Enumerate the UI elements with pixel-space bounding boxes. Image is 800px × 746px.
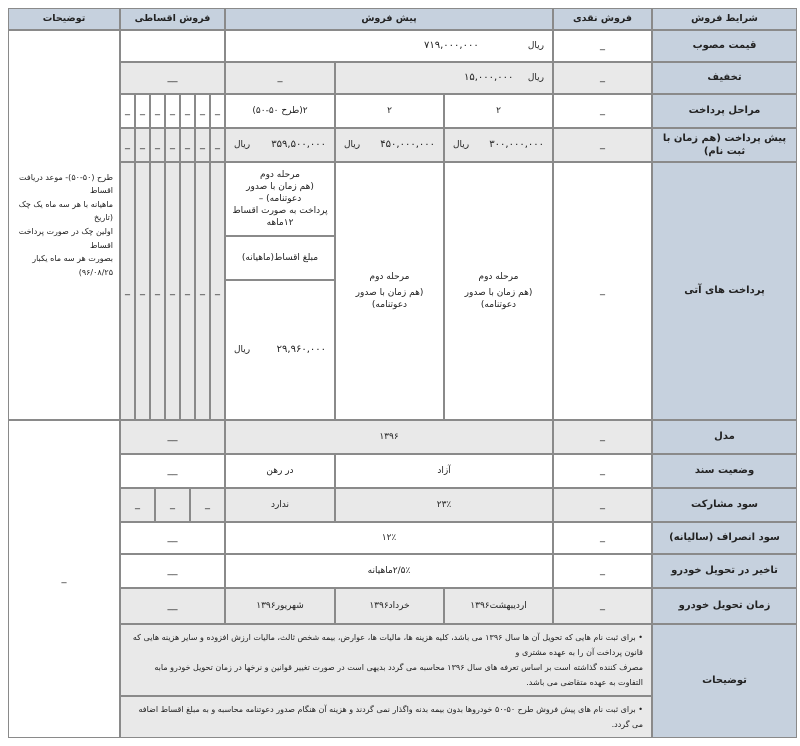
header-cash-sale: فروش نقدی <box>553 8 652 30</box>
header-extra-sale: فروش اقساطی <box>120 8 225 30</box>
side-description <box>8 30 120 420</box>
notes-paragraph-2 <box>120 696 652 738</box>
payment-stages-extra: _ <box>150 94 165 128</box>
future-payments-extra: _ <box>195 162 210 420</box>
future-plan1-note: (هم زمان با صدور دعوتنامه) <box>464 287 533 311</box>
approved-price-amount: ۷۱۹,۰۰۰,۰۰۰ <box>424 40 479 52</box>
header-presale: پیش فروش <box>225 8 553 30</box>
notes-line: • برای ثبت نام های پیش فروش طرح ۵۰-۵۰ خودروها بدون بیمه بدنه واگذار نمی گردند و هزینه آن هنگام صدور دعوتنامه محاسبه و به مبلغ اقساط اضافه می گردد. <box>138 704 643 729</box>
row-label-approved-price: قیمت مصوب <box>652 30 797 62</box>
installment-amount: ۲۹,۹۶۰,۰۰۰ <box>276 344 326 356</box>
row-label-notes: توضیحات <box>652 624 797 738</box>
prepayment-plan3-unit: ریال <box>234 139 251 150</box>
delivery-time-plan2: خرداد۱۳۹۶ <box>335 588 444 624</box>
prepayment-extra: _ <box>195 128 210 162</box>
prepayment-plan2-amount: ۴۵۰,۰۰۰,۰۰۰ <box>380 139 435 151</box>
future-payments-extra: _ <box>180 162 195 420</box>
payment-stages-plan3: ۲(طرح ۵۰-۵۰) <box>225 94 335 128</box>
prepayment-plan2-unit: ریال <box>344 139 361 150</box>
document-status-free: آزاد <box>335 454 553 488</box>
prepayment-plan1-amount: ۳۰۰,۰۰۰,۰۰۰ <box>489 139 544 151</box>
approved-price-cash: _ <box>553 30 652 62</box>
delivery-delay-presale: ۲/۵٪ماهیانه <box>225 554 553 588</box>
prepayment-plan3-amount: ۳۵۹,۵۰۰,۰۰۰ <box>271 139 326 151</box>
row-label-document-status: وضعیت سند <box>652 454 797 488</box>
delivery-time-plan3: شهریور۱۳۹۶ <box>225 588 335 624</box>
row-label-delivery-delay: تاخیر در تحویل خودرو <box>652 554 797 588</box>
discount-cash: _ <box>553 62 652 94</box>
side-description-line: اولین چک در صورت پرداخت اقساط <box>18 227 113 250</box>
partnership-profit-none: ندارد <box>225 488 335 522</box>
future-payments-extra: _ <box>120 162 135 420</box>
delivery-time-cash: _ <box>553 588 652 624</box>
side-description-line: طرح (۵۰-۵۰)- موعد دریافت اقساط <box>19 172 113 196</box>
side-description-line: ماهیانه با هر سه ماه یک چک (تاریخ <box>18 199 113 223</box>
row-label-payment-stages: مراحل پرداخت <box>652 94 797 128</box>
discount-amount: ۱۵,۰۰۰,۰۰۰ <box>464 72 514 84</box>
cancellation-profit-extra: __ <box>120 522 225 554</box>
row-label-model: مدل <box>652 420 797 454</box>
prepayment-plan1-unit: ریال <box>453 139 470 150</box>
prepayment-extra: _ <box>180 128 195 162</box>
partnership-profit-extra: _ <box>190 488 225 522</box>
future-plan2-title: مرحله دوم <box>369 271 410 282</box>
payment-stages-extra: _ <box>195 94 210 128</box>
future-payments-plan3-installment-amount <box>225 280 335 420</box>
row-label-prepayment: پیش پرداخت (هم زمان با ثبت نام) <box>652 128 797 162</box>
future-payments-cash: _ <box>553 162 652 420</box>
future-plan2-note: (هم زمان با صدور دعوتنامه) <box>355 287 424 311</box>
document-status-cash: _ <box>553 454 652 488</box>
payment-stages-cash: _ <box>553 94 652 128</box>
prepayment-plan1 <box>444 128 553 162</box>
payment-stages-extra: _ <box>120 94 135 128</box>
payment-stages-extra: _ <box>165 94 180 128</box>
model-cash: _ <box>553 420 652 454</box>
document-status-extra: __ <box>120 454 225 488</box>
installment-unit: ریال <box>234 344 251 355</box>
delivery-time-extra: __ <box>120 588 225 624</box>
future-payments-plan1 <box>444 162 553 420</box>
prepayment-plan3 <box>225 128 335 162</box>
partnership-profit-cash: _ <box>553 488 652 522</box>
delivery-delay-extra: __ <box>120 554 225 588</box>
prepayment-extra: _ <box>135 128 150 162</box>
partnership-profit-extra: _ <box>155 488 190 522</box>
header-description: توضیحات <box>8 8 120 30</box>
payment-stages-extra: _ <box>180 94 195 128</box>
discount-unit: ریال <box>527 72 544 83</box>
notes-line: مصرف کننده گذاشته است بر اساس تعرفه های سال ۱۳۹۶ محاسبه می گردد بدیهی است در صورت تغییر قوانین و نرخها در زمان تحویل خودرو مابه التفاوت به عهده متقاضی می باشد. <box>154 663 643 688</box>
row-label-partnership-profit: سود مشارکت <box>652 488 797 522</box>
approved-price-presale <box>225 30 553 62</box>
notes-line: • برای ثبت نام هایی که تحویل آن ها سال ۱۳۹۶ می باشد، کلیه هزینه ها، مالیات ها، عوارض، بیمه شخص ثالث، مالیات ارزش افزوده و سایر هزینه هایی که قانون پرداخت آن را به عهده مشتری و <box>132 632 643 657</box>
row-label-cancellation-profit: سود انصراف (سالیانه) <box>652 522 797 554</box>
row-label-discount: تخفیف <box>652 62 797 94</box>
row-label-delivery-time: زمان تحویل خودرو <box>652 588 797 624</box>
prepayment-extra: _ <box>120 128 135 162</box>
prepayment-plan2 <box>335 128 444 162</box>
payment-stages-extra: _ <box>135 94 150 128</box>
payment-stages-plan2: ۲ <box>335 94 444 128</box>
payment-stages-extra: _ <box>210 94 225 128</box>
prepayment-cash: _ <box>553 128 652 162</box>
future-payments-extra: _ <box>150 162 165 420</box>
prepayment-extra: _ <box>210 128 225 162</box>
future-payments-plan3-installment-label: مبلغ اقساط(ماهیانه) <box>225 236 335 280</box>
future-plan3-title: مرحله دوم <box>260 169 300 180</box>
header-conditions: شرایط فروش <box>652 8 797 30</box>
discount-presale-plan3: _ <box>225 62 335 94</box>
prepayment-extra: _ <box>150 128 165 162</box>
model-presale: ۱۳۹۶ <box>225 420 553 454</box>
side-description-line: بصورت هر سه ماه یکبار ۹۶/۰۸/۲۵) <box>32 254 113 277</box>
cancellation-profit-cash: _ <box>553 522 652 554</box>
future-plan3-note: (هم زمان با صدور دعوتنامه) – <box>246 181 314 204</box>
partnership-profit-extra: _ <box>120 488 155 522</box>
prepayment-extra: _ <box>165 128 180 162</box>
notes-paragraph-1 <box>120 624 652 696</box>
future-payments-extra: _ <box>165 162 180 420</box>
future-payments-plan2 <box>335 162 444 420</box>
future-payments-plan3-terms <box>225 162 335 236</box>
discount-extra: __ <box>120 62 225 94</box>
row-label-future-payments: پرداخت های آتی <box>652 162 797 420</box>
future-payments-extra: _ <box>210 162 225 420</box>
delivery-delay-cash: _ <box>553 554 652 588</box>
payment-stages-plan1: ۲ <box>444 94 553 128</box>
delivery-time-plan1: اردیبهشت۱۳۹۶ <box>444 588 553 624</box>
model-extra: __ <box>120 420 225 454</box>
approved-price-unit: ریال <box>527 40 544 51</box>
cancellation-profit-presale: ۱۲٪ <box>225 522 553 554</box>
side-description-bottom: _ <box>8 420 120 738</box>
future-plan3-installment-note: پرداخت به صورت اقساط ۱۲ماهه <box>232 206 328 229</box>
approved-price-extra <box>120 30 225 62</box>
future-payments-extra: _ <box>135 162 150 420</box>
future-plan1-title: مرحله دوم <box>478 271 519 282</box>
document-status-pledge: در رهن <box>225 454 335 488</box>
partnership-profit-rate: ۲۳٪ <box>335 488 553 522</box>
discount-presale-plan12 <box>335 62 553 94</box>
